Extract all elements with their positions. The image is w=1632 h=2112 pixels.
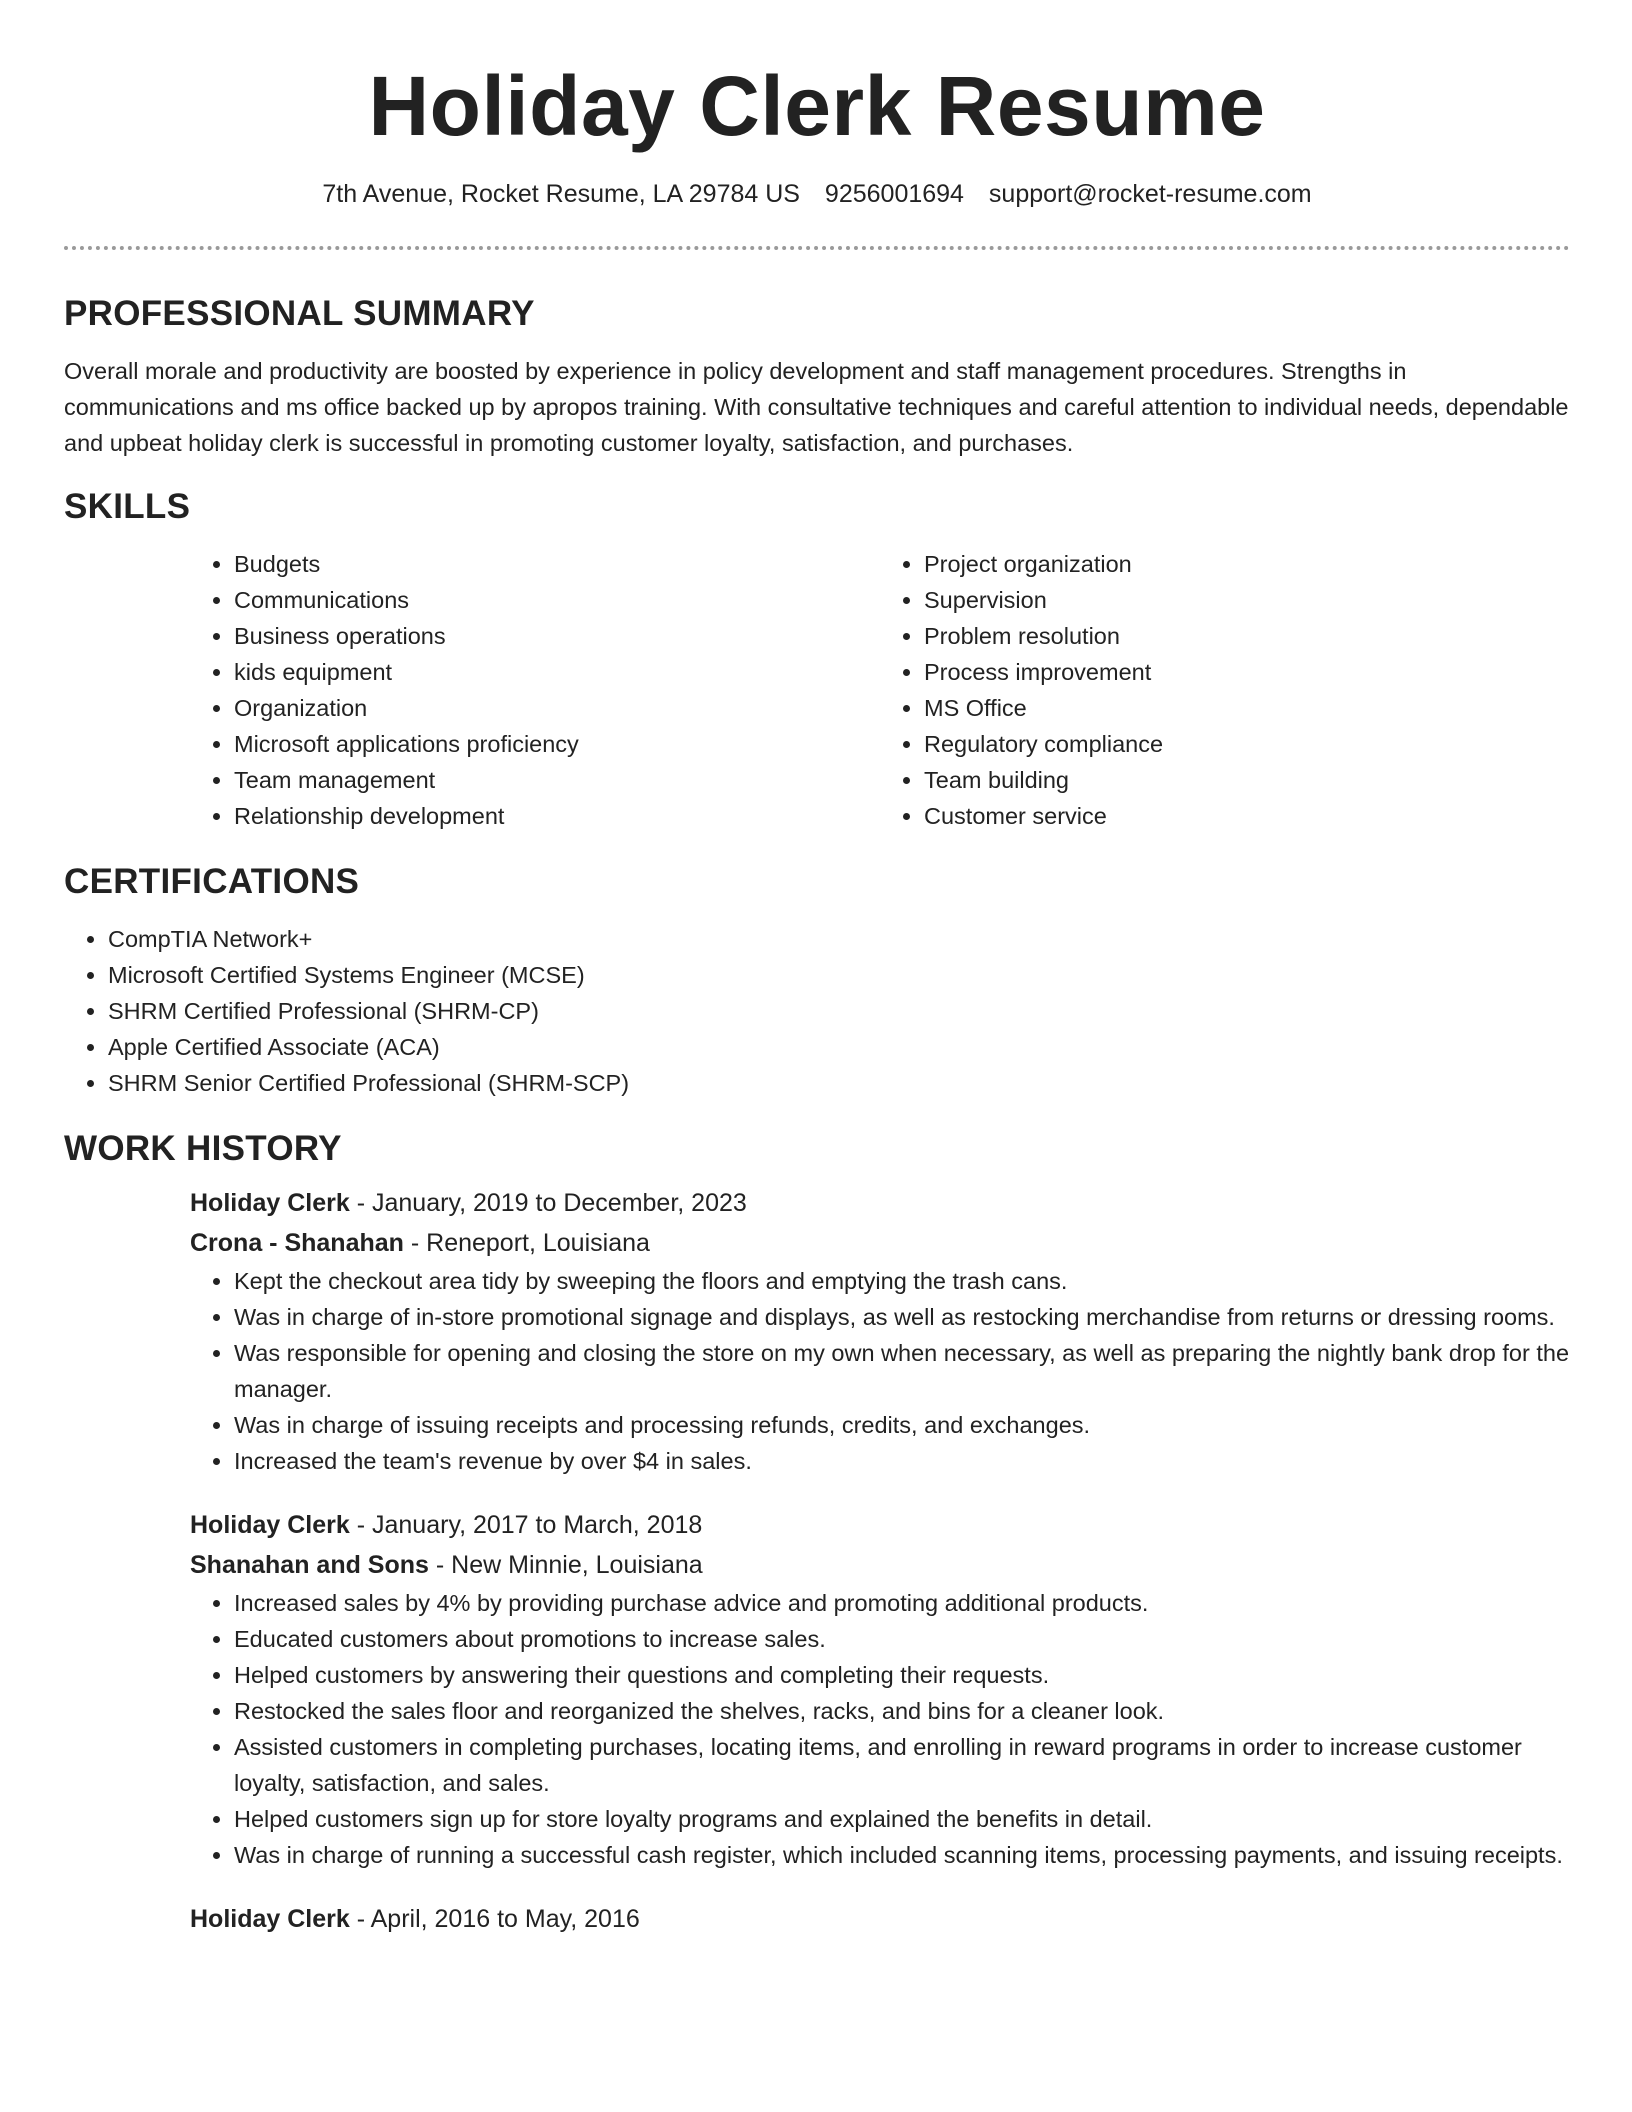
job-entry	[190, 1183, 1570, 1479]
certifications-list	[64, 921, 1570, 1101]
skills-section	[64, 485, 1570, 834]
resume-title: Holiday Clerk Resume	[368, 59, 1266, 153]
list-item: • Business operations	[234, 618, 880, 654]
job-entry	[190, 1505, 1570, 1873]
list-item: • Microsoft applications proficiency	[234, 726, 880, 762]
list-item: • Budgets	[234, 546, 880, 582]
contact-line	[64, 178, 1570, 210]
contact-email[interactable]: support@rocket-resume.com	[988, 180, 1312, 208]
skills-columns	[190, 546, 1570, 834]
list-item: • SHRM Senior Certified Professional (SHRM-SCP)	[108, 1065, 1570, 1101]
job-dates: - January, 2017 to March, 2018	[349, 1511, 703, 1539]
list-item: • Increased the team's revenue by over $4 in sales.	[234, 1443, 1570, 1479]
list-item: • Assisted customers in completing purchases, locating items, and enrolling in reward programs in order to increase customer loyalty, satisfaction, and sales.	[234, 1729, 1570, 1801]
list-item: • Process improvement	[924, 654, 1570, 690]
list-item: • Helped customers by answering their questions and completing their requests.	[234, 1657, 1570, 1693]
certifications-heading: CERTIFICATIONS	[64, 862, 360, 901]
certifications-section	[64, 860, 1570, 1101]
job-company: Shanahan and Sons	[190, 1551, 429, 1579]
contact-address: 7th Avenue, Rocket Resume, LA 29784 US	[322, 180, 800, 208]
list-item: • Was in charge of in-store promotional signage and displays, as well as restocking merchandise from returns or dressing rooms.	[234, 1299, 1570, 1335]
summary-text: Overall morale and productivity are boosted by experience in policy development and staff management procedures. Strengths in communications and ms office backed up by apropos training. With consultative techniques and careful attention to individual needs, dependable and upbeat holiday clerk is successful in promoting customer loyalty, satisfaction, and purchases.	[64, 358, 1569, 456]
job-dates: - April, 2016 to May, 2016	[349, 1905, 640, 1933]
job-company-line	[190, 1223, 1570, 1263]
list-item: • kids equipment	[234, 654, 880, 690]
list-item: • Restocked the sales floor and reorganized the shelves, racks, and bins for a cleaner look.	[234, 1693, 1570, 1729]
list-item: • Supervision	[924, 582, 1570, 618]
job-entry	[190, 1899, 1570, 1939]
list-item: • Was responsible for opening and closing the store on my own when necessary, as well as preparing the nightly bank drop for the manager.	[234, 1335, 1570, 1407]
resume-page	[64, 0, 1570, 1939]
job-title: Holiday Clerk	[190, 1511, 350, 1539]
list-item: • MS Office	[924, 690, 1570, 726]
work-history-section	[64, 1127, 1570, 1939]
contact-phone[interactable]: 9256001694	[824, 180, 964, 208]
list-item: • SHRM Certified Professional (SHRM-CP)	[108, 993, 1570, 1029]
skills-list-left	[190, 546, 880, 834]
list-item: • Kept the checkout area tidy by sweeping the floors and emptying the trash cans.	[234, 1263, 1570, 1299]
list-item: • Microsoft Certified Systems Engineer (MCSE)	[108, 957, 1570, 993]
job-title-line	[190, 1183, 1570, 1223]
job-location: - New Minnie, Louisiana	[428, 1551, 703, 1579]
job-duties-list	[190, 1585, 1570, 1873]
list-item: • Team building	[924, 762, 1570, 798]
list-item: • Customer service	[924, 798, 1570, 834]
job-location: - Reneport, Louisiana	[403, 1229, 650, 1257]
list-item: • Was in charge of running a successful cash register, which included scanning items, processing payments, and issuing receipts.	[234, 1837, 1570, 1873]
list-item: • Problem resolution	[924, 618, 1570, 654]
list-item: • Organization	[234, 690, 880, 726]
summary-heading: PROFESSIONAL SUMMARY	[64, 294, 535, 333]
job-company-line	[190, 1545, 1570, 1585]
list-item: • CompTIA Network+	[108, 921, 1570, 957]
job-title-line	[190, 1899, 1570, 1939]
job-title-line	[190, 1505, 1570, 1545]
job-title: Holiday Clerk	[190, 1905, 350, 1933]
skills-list-right	[880, 546, 1570, 834]
list-item: • Helped customers sign up for store loyalty programs and explained the benefits in detail.	[234, 1801, 1570, 1837]
summary-section	[64, 292, 1570, 461]
list-item: • Was in charge of issuing receipts and processing refunds, credits, and exchanges.	[234, 1407, 1570, 1443]
job-duties-list	[190, 1263, 1570, 1479]
work-history-heading: WORK HISTORY	[64, 1129, 342, 1168]
list-item: • Communications	[234, 582, 880, 618]
list-item: • Educated customers about promotions to increase sales.	[234, 1621, 1570, 1657]
list-item: • Apple Certified Associate (ACA)	[108, 1029, 1570, 1065]
list-item: • Project organization	[924, 546, 1570, 582]
job-company: Crona - Shanahan	[190, 1229, 404, 1257]
list-item: • Increased sales by 4% by providing purchase advice and promoting additional products.	[234, 1585, 1570, 1621]
header-divider	[64, 246, 1570, 250]
list-item: • Team management	[234, 762, 880, 798]
job-dates: - January, 2019 to December, 2023	[349, 1189, 747, 1217]
job-title: Holiday Clerk	[190, 1189, 350, 1217]
list-item: • Regulatory compliance	[924, 726, 1570, 762]
skills-heading: SKILLS	[64, 487, 191, 526]
list-item: • Relationship development	[234, 798, 880, 834]
